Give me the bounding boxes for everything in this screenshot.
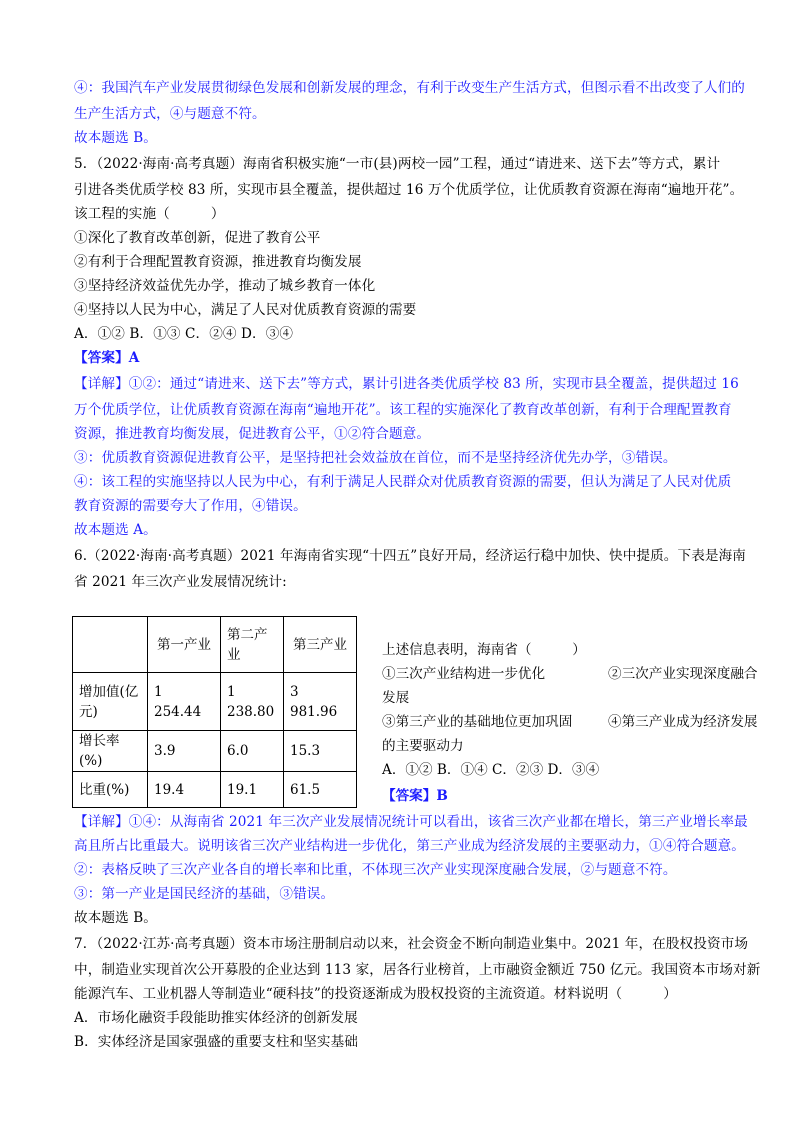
q5-option: ④坚持以人民为中心，满足了人民对优质教育资源的需要 [74, 302, 417, 318]
q5-choices: A．①② B．①③ C．②④ D．③④ [74, 326, 294, 342]
q5-answer: 【答案】A [74, 350, 140, 366]
table-cell: 15.3 [284, 731, 357, 772]
q6-explain-line: ③：第一产业是国民经济的基础，③错误。 [74, 886, 335, 902]
table-header-cell: 第一产业 [148, 617, 221, 673]
q6-option: ①三次产业结构进一步优化 [382, 666, 546, 682]
q4-explain-line: 生产生活方式，④与题意不符。 [74, 106, 266, 122]
q5-stem: 引进各类优质学校 83 所，实现市县全覆盖，提供超过 16 万个优质学位，让优质教育资源在海南“遍地开花”。 [74, 182, 744, 198]
q4-conclusion: 故本题选 B。 [74, 130, 157, 146]
q6-stem: 6.（2022·海南·高考真题）2021 年海南省实现“十四五”良好开局，经济运行稳中加快、快中提质。下表是海南 [74, 548, 746, 564]
table-cell: 1 238.80 [221, 673, 284, 731]
table-cell [73, 617, 148, 673]
q6-stem: 省 2021 年三次产业发展情况统计: [74, 574, 287, 590]
q6-explain-line: 【详解】①④：从海南省 2021 年三次产业发展情况统计可以看出，该省三次产业都在增长，第三产业增长率最 [74, 814, 748, 830]
table-row-label: 增长率(%) [73, 731, 148, 772]
q5-explain-line: 教育资源的需要夸大了作用，④错误。 [74, 498, 307, 514]
table-row-label: 增加值(亿元) [73, 673, 148, 731]
q6-explain-line: 高且所占比重最大。说明该省三次产业结构进一步优化，第三产业成为经济发展的主要驱动力，①④符合题意。 [74, 838, 745, 854]
q4-explain-line: ④：我国汽车产业发展贯彻绿色发展和创新发展的理念，有利于改变生产生活方式，但图示看不出改变了人们的 [74, 80, 745, 96]
table-cell: 3 981.96 [284, 673, 357, 731]
q5-explain-line: 万个优质学位，让优质教育资源在海南“遍地开花”。该工程的实施深化了教育改革创新，有利于合理配置教育 [74, 402, 732, 418]
q7-option: A．市场化融资手段能助推实体经济的创新发展 [74, 1010, 358, 1026]
q6-explain-line: ②：表格反映了三次产业各自的增长率和比重，不体现三次产业实现深度融合发展，②与题意不符。 [74, 862, 677, 878]
q6-answer: 【答案】B [382, 788, 448, 804]
table-header-cell: 第三产业 [284, 617, 357, 673]
table-cell: 61.5 [284, 772, 357, 808]
q5-explain-line: 【详解】①②：通过“请进来、送下去”等方式，累计引进各类优质学校 83 所，实现市县全覆盖，提供超过 16 [74, 376, 739, 392]
table-row [73, 731, 357, 772]
q7-option: B．实体经济是国家强盛的重要支柱和坚实基础 [74, 1034, 358, 1050]
q6-choices: A．①② B．①④ C．②③ D．③④ [382, 762, 600, 778]
q5-option: ③坚持经济效益优先办学，推动了城乡教育一体化 [74, 278, 376, 294]
table-cell: 1 254.44 [148, 673, 221, 731]
q6-option-continued: 发展 [382, 690, 410, 706]
q5-option: ②有利于合理配置教育资源，推进教育均衡发展 [74, 254, 362, 270]
q5-explain-line: ③：优质教育资源促进教育公平，是坚持把社会效益放在首位，而不是坚持经济优先办学，③错误。 [74, 450, 677, 466]
q6-question: 上述信息表明，海南省（ ） [382, 642, 586, 658]
table-row-label: 比重(%) [73, 772, 148, 808]
industry-stats-table [72, 616, 357, 808]
q6-option: ④第三产业成为经济发展 [608, 714, 758, 730]
table-cell: 19.4 [148, 772, 221, 808]
q5-explain-line: 资源，推进教育均衡发展，促进教育公平，①②符合题意。 [74, 426, 431, 442]
table-row [73, 772, 357, 808]
table-cell: 19.1 [221, 772, 284, 808]
q6-option: ②三次产业实现深度融合 [608, 666, 758, 682]
q7-stem: 7．（2022·江苏·高考真题）资本市场注册制启动以来，社会资金不断向制造业集中。2021 年，在股权投资市场 [74, 936, 749, 952]
table-cell: 3.9 [148, 731, 221, 772]
table-row [73, 673, 357, 731]
q5-option: ①深化了教育改革创新，促进了教育公平 [74, 230, 321, 246]
q5-explain-line: ④：该工程的实施坚持以人民为中心，有利于满足人民群众对优质教育资源的需要，但认为满足了人民对优质 [74, 474, 732, 490]
q5-stem: 5．（2022·海南·高考真题）海南省积极实施“一市(县)两校一园”工程，通过“请进来、送下去”等方式，累计 [74, 156, 721, 172]
q7-stem: 能源汽车、工业机器人等制造业“硬科技”的投资逐渐成为股权投资的主流资道。材料说明（ ） [74, 986, 677, 1002]
q6-conclusion: 故本题选 B。 [74, 910, 157, 926]
table-header-cell: 第二产业 [221, 617, 284, 673]
table-header-row [73, 617, 357, 673]
q5-stem: 该工程的实施（ ） [74, 206, 225, 222]
table-cell: 6.0 [221, 731, 284, 772]
q6-option-continued: 的主要驱动力 [382, 738, 464, 754]
q6-option: ③第三产业的基础地位更加巩固 [382, 714, 573, 730]
q7-stem: 中，制造业实现首次公开募股的企业达到 113 家，居各行业榜首，上市融资金额近 750 亿元。我国资本市场对新 [74, 962, 761, 978]
q5-conclusion: 故本题选 A。 [74, 522, 157, 538]
